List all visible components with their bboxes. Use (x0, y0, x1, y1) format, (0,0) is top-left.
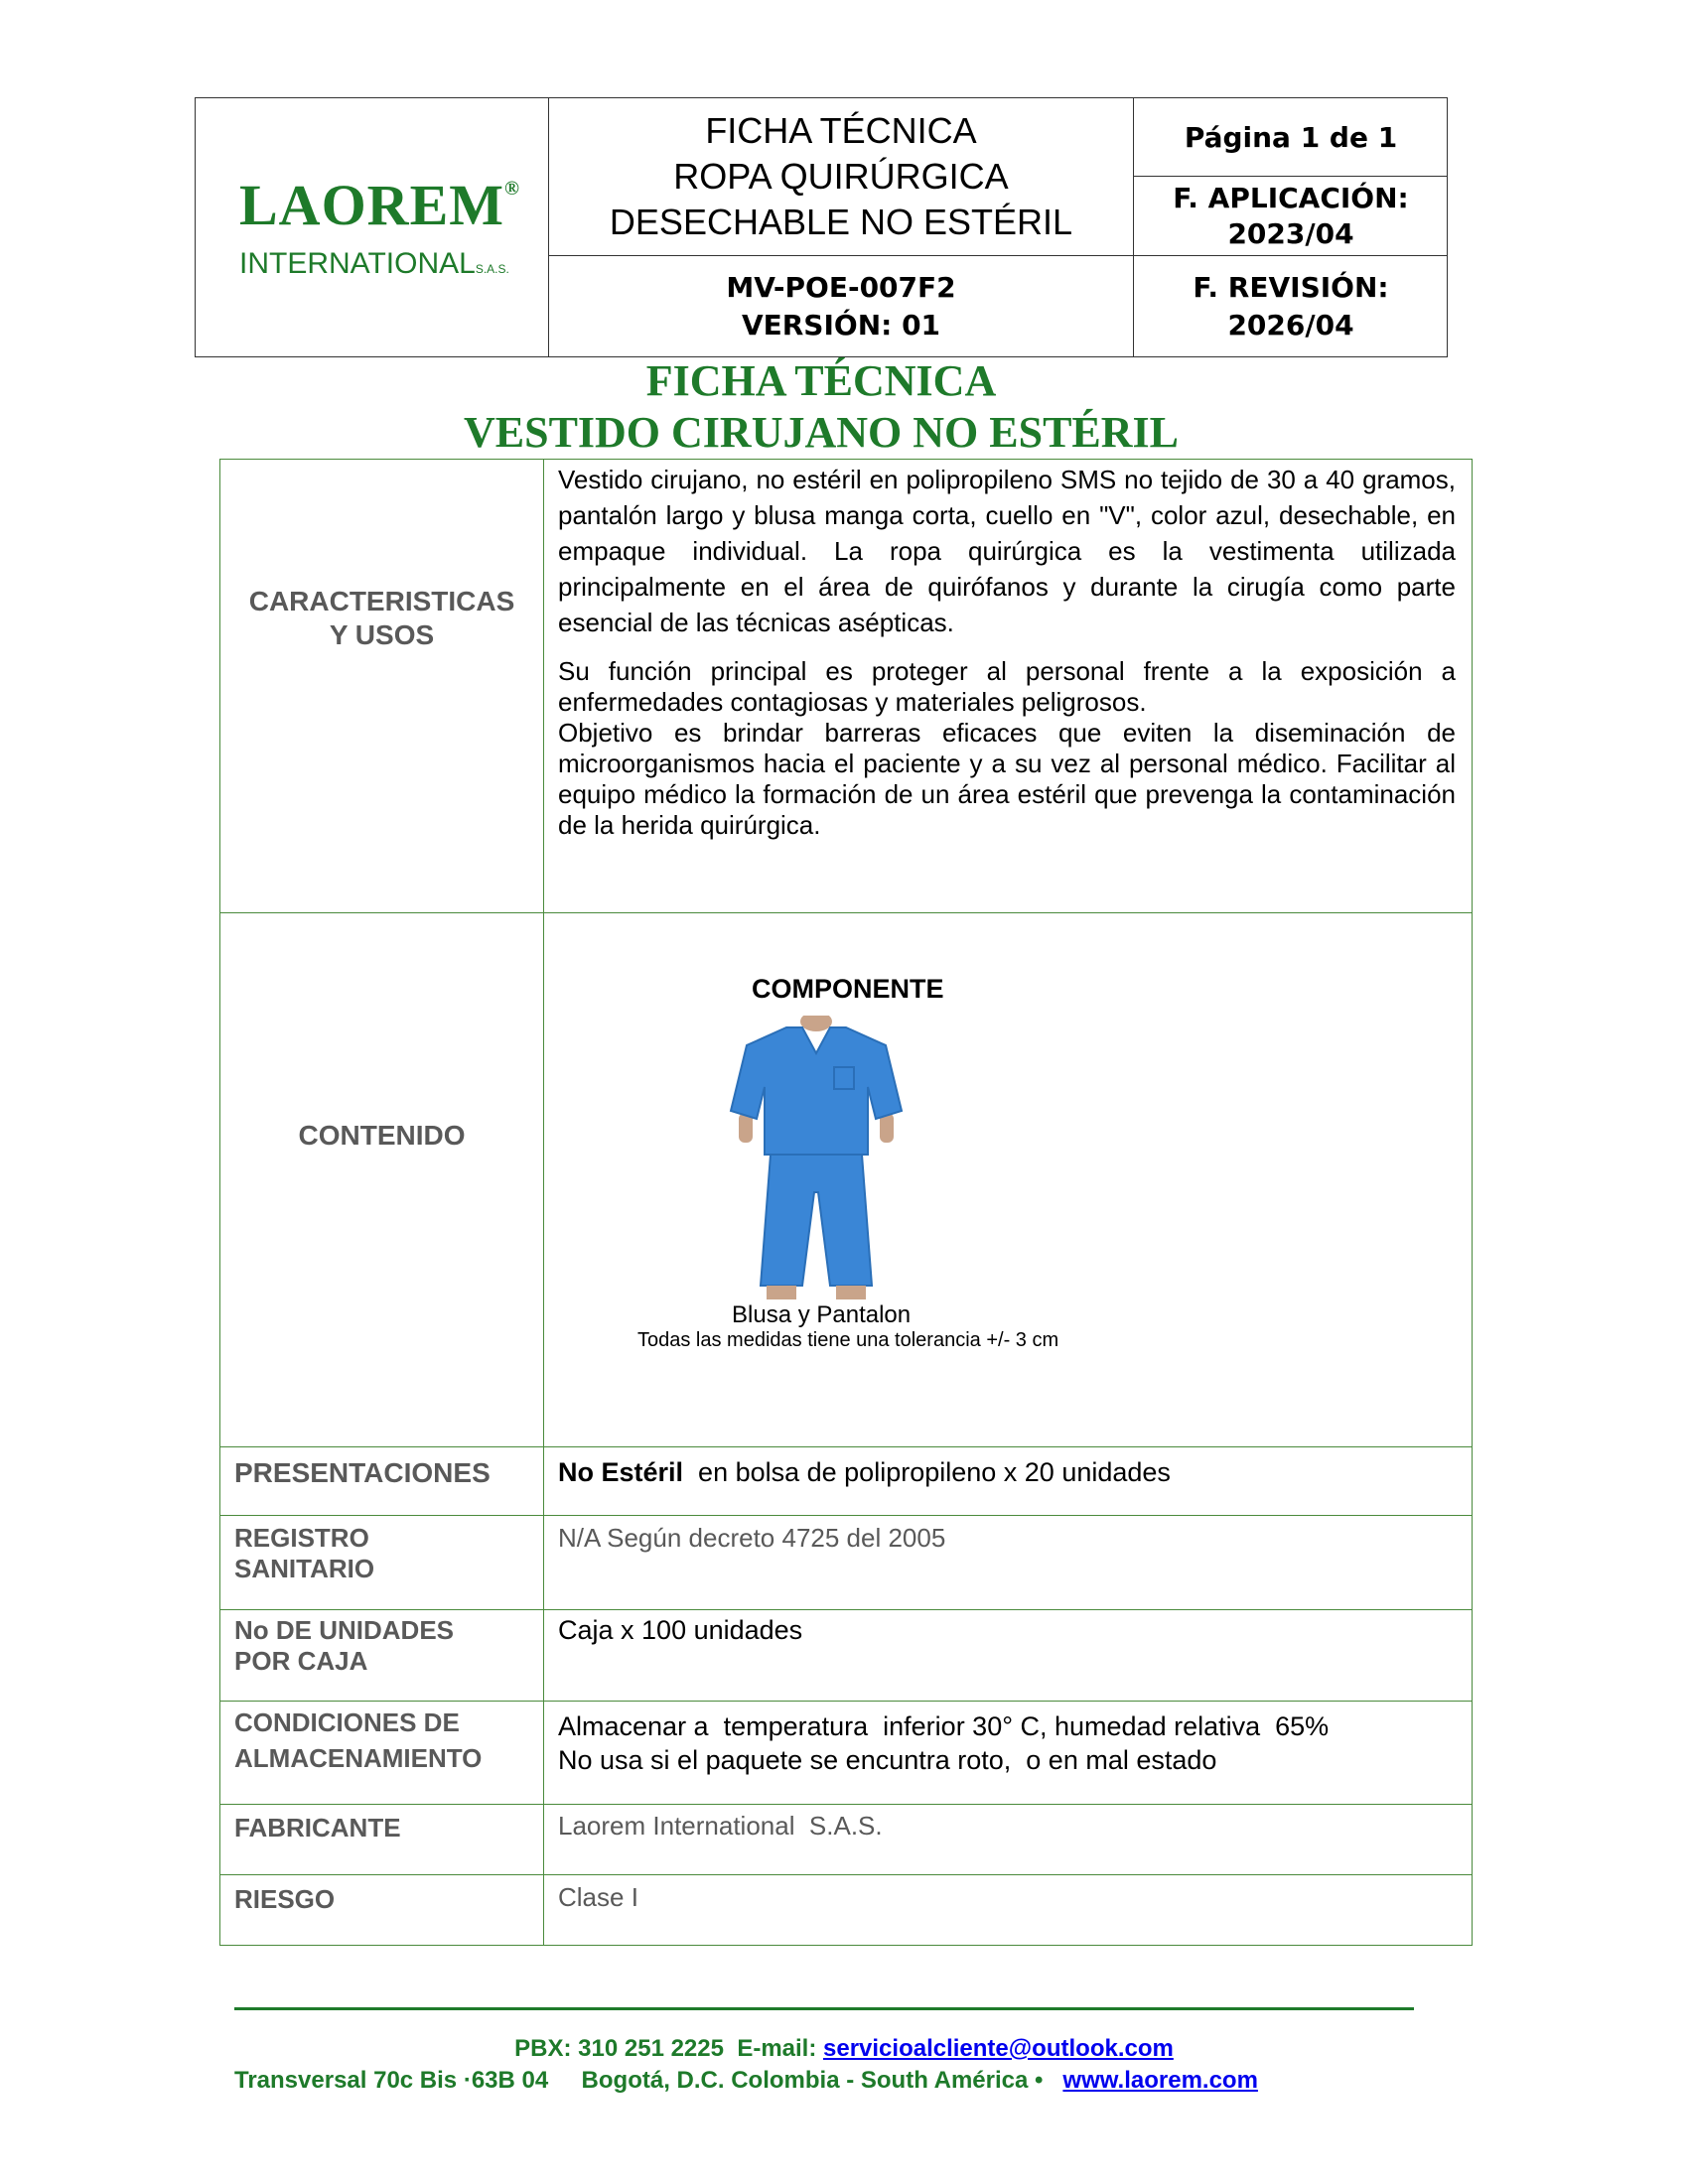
spec-column-divider (543, 460, 544, 1945)
footer-address (234, 2067, 1258, 2095)
main-title (195, 355, 1448, 459)
spec-row-divider (220, 1701, 1472, 1702)
footer-address-text: Transversal 70c Bis ·63B 04 Bogotá, D.C. Colombia - South América • (234, 2067, 1063, 2094)
spec-row-divider (220, 1515, 1472, 1516)
header-title-line: ROPA QUIRÚRGICA (673, 156, 1009, 197)
label-contenido: CONTENIDO (298, 1120, 466, 1151)
revision-date (1135, 257, 1447, 356)
header-title-line: DESECHABLE NO ESTÉRIL (609, 202, 1073, 242)
page-number: Página 1 de 1 (1184, 120, 1398, 154)
logo-company-sas: S.A.S. (475, 262, 509, 276)
label-presentaciones: PRESENTACIONES (234, 1457, 491, 1488)
spec-row-divider (220, 1804, 1472, 1805)
label-line: CONDICIONES DE (234, 1707, 460, 1737)
logo-company-sub: INTERNATIONAL (239, 247, 476, 280)
document-code (549, 257, 1133, 356)
value-fabricante: Laorem International S.A.S. (558, 1811, 883, 1841)
footer-web-link[interactable]: www.laorem.com (1062, 2067, 1258, 2094)
presentacion-rest: en bolsa de polipropileno x 20 unidades (683, 1457, 1171, 1487)
scrubs-foot (836, 1286, 866, 1299)
footer-email-link[interactable]: servicioalcliente@outlook.com (823, 2035, 1174, 2062)
label-unidades (234, 1615, 532, 1677)
document-code-value: MV-POE-007F2 (726, 271, 956, 304)
value-riesgo: Clase I (558, 1882, 638, 1912)
label-line: REGISTRO (234, 1523, 369, 1553)
revision-date-value: 2026/04 (1227, 309, 1354, 341)
label-condiciones (234, 1705, 532, 1776)
scrubs-pants (761, 1155, 872, 1286)
spec-row-divider (220, 1874, 1472, 1875)
spec-row-divider (220, 912, 1472, 913)
scrubs-head (800, 1016, 832, 1031)
value-registro: N/A Según decreto 4725 del 2005 (558, 1523, 946, 1553)
label-line: ALMACENAMIENTO (234, 1743, 483, 1773)
footer-contact (0, 2035, 1688, 2063)
scrubs-foot (767, 1286, 796, 1299)
application-date-value: 2023/04 (1227, 217, 1354, 250)
tolerancia-note: Todas las medidas tiene una tolerancia +/- 3 cm (637, 1329, 1059, 1351)
label-line: SANITARIO (234, 1554, 375, 1583)
label-registro (234, 1523, 532, 1584)
caracteristicas-paragraph: Su función principal es proteger al personal frente a la exposición a enfermedades contagiosas y materiales peligrosos. (558, 656, 1456, 717)
value-presentaciones (558, 1457, 1456, 1488)
spec-row-divider (220, 1609, 1472, 1610)
value-caracteristicas (558, 462, 1456, 841)
revision-date-label: F. REVISIÓN: (1193, 271, 1389, 304)
spec-table (219, 459, 1473, 1946)
value-condiciones (558, 1709, 1456, 1777)
main-title-line: VESTIDO CIRUJANO NO ESTÉRIL (463, 408, 1180, 457)
label-riesgo: RIESGO (234, 1884, 336, 1914)
header-title-line: FICHA TÉCNICA (705, 110, 977, 151)
label-line: No DE UNIDADES (234, 1615, 455, 1645)
logo-company-name: LAOREM (239, 173, 504, 237)
label-line: Y USOS (329, 619, 435, 650)
header-divider (548, 255, 1447, 256)
header-divider (1133, 176, 1447, 177)
componente-title: COMPONENTE (752, 974, 944, 1004)
condiciones-line: Almacenar a temperatura inferior 30° C, humedad relativa 65% (558, 1711, 1330, 1741)
condiciones-line: No usa si el paquete se encuntra roto, o en mal estado (558, 1745, 1217, 1775)
label-line: POR CAJA (234, 1646, 368, 1676)
caracteristicas-paragraph: Vestido cirujano, no estéril en polipropileno SMS no tejido de 30 a 40 gramos, pantalón largo y blusa manga corta, cuello en "V", color azul, desechable, en empaque individual. La ropa quirúrgica es la vestimenta utilizada principalmente en el área de quirófanos y durante la cirugía como parte esencial de las técnicas asépticas. (558, 465, 1456, 637)
header-title (549, 98, 1133, 255)
company-logo (196, 98, 548, 356)
scrubs-image (727, 1016, 906, 1303)
footer-pbx: PBX: 310 251 2225 E-mail: (514, 2035, 823, 2062)
main-title-line: FICHA TÉCNICA (645, 356, 997, 405)
label-fabricante: FABRICANTE (234, 1813, 401, 1843)
application-date (1135, 178, 1447, 255)
componente-caption: Blusa y Pantalon (732, 1301, 912, 1328)
label-line: CARACTERISTICAS (248, 586, 515, 616)
caracteristicas-paragraph: Objetivo es brindar barreras eficaces que eviten la diseminación de microorganismos hacia el paciente y a su vez al personal médico. Facilitar al equipo médico la formación de un área estéril que prevenga la contaminación de la herida quirúrgica. (558, 718, 1456, 840)
application-date-label: F. APLICACIÓN: (1173, 182, 1409, 214)
spec-row-divider (220, 1446, 1472, 1447)
logo-registered-mark: ® (504, 178, 520, 200)
label-caracteristicas (220, 585, 543, 652)
presentacion-bold: No Estéril (558, 1457, 684, 1487)
footer-divider (234, 2007, 1414, 2010)
scrubs-shirt (731, 1027, 902, 1155)
header-divider (1133, 98, 1134, 356)
document-header (195, 97, 1448, 357)
document-version: VERSIÓN: 01 (741, 309, 941, 341)
value-unidades: Caja x 100 unidades (558, 1615, 803, 1645)
